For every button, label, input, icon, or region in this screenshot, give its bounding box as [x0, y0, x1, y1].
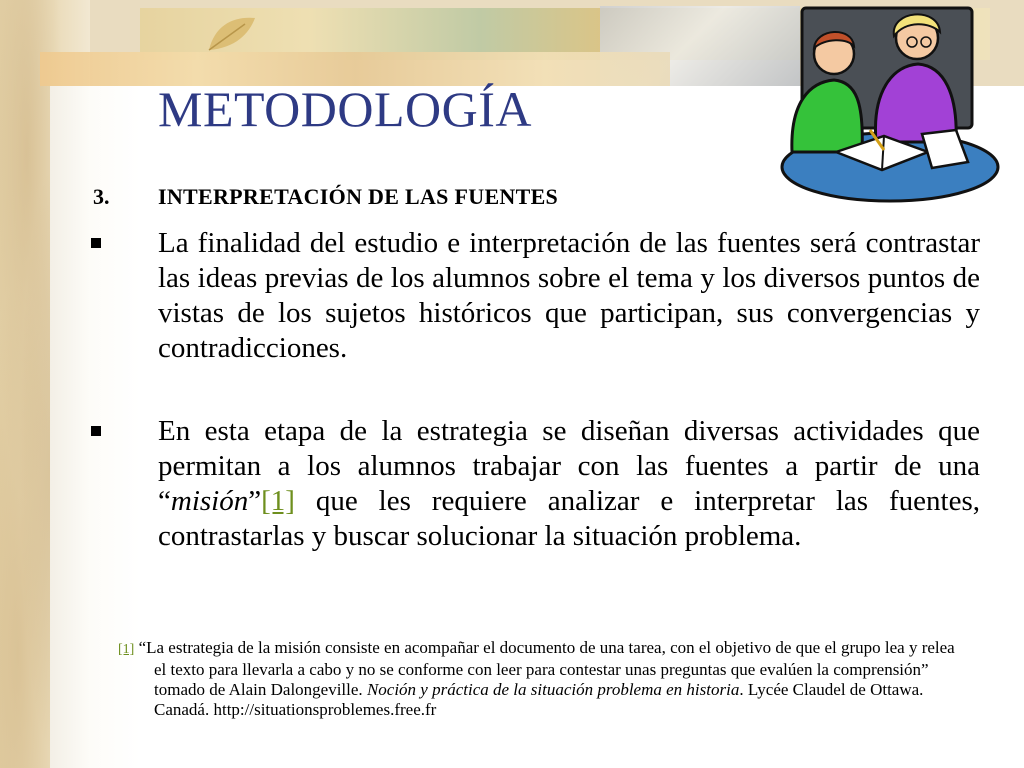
bullet-square-icon — [91, 426, 101, 436]
bullet-paragraph-2 — [158, 414, 980, 554]
slide-title: METODOLOGÍA — [158, 81, 532, 137]
closing-quote: ” — [248, 485, 262, 517]
footnote-body — [86, 638, 966, 720]
footnote-text-end: . Lycée Claudel de Ottawa. Canadá. http://situationsproblemes.free.fr — [154, 680, 924, 719]
section-heading: INTERPRETACIÓN DE LAS FUENTES — [158, 184, 559, 209]
paragraph-text: En esta etapa de la estrategia se diseñan diversas actividades que permitan a los alumnos trabajar con las fuentes a partir de una “ — [158, 415, 980, 517]
paragraph-text-end: que les requiere analizar e interpretar las fuentes, contrastarlas y buscar solucionar la situación problema. — [158, 485, 980, 552]
leaf-icon — [205, 14, 259, 54]
footnote-text: “La estrategia de la misión consiste en acompañar el documento de una tarea, con el objetivo de que el grupo lea y relea el texto para llevarla a cabo y no se conforme con leer para contestar unas preguntas que evalúen la comprensión” tomado de Alain Dalongeville. — [134, 638, 955, 699]
footnote-italic-title: Noción y práctica de la situación problema en historia — [366, 680, 740, 699]
footnote — [86, 638, 966, 720]
footnote-backlink[interactable]: [1] — [118, 642, 135, 657]
bullet-paragraph-1: La finalidad del estudio e interpretación de las fuentes será contrastar las ideas previas de los alumnos sobre el tema y los diversos puntos de vistas de los sujetos históricos que participan, sus convergencias y contradicciones. — [158, 227, 980, 364]
bullet-square-icon — [91, 238, 101, 248]
italic-word: misión — [170, 485, 249, 517]
section-number: 3. — [93, 184, 110, 209]
students-studying-illustration — [772, 2, 1004, 207]
footnote-ref-link[interactable]: [1] — [261, 485, 295, 517]
